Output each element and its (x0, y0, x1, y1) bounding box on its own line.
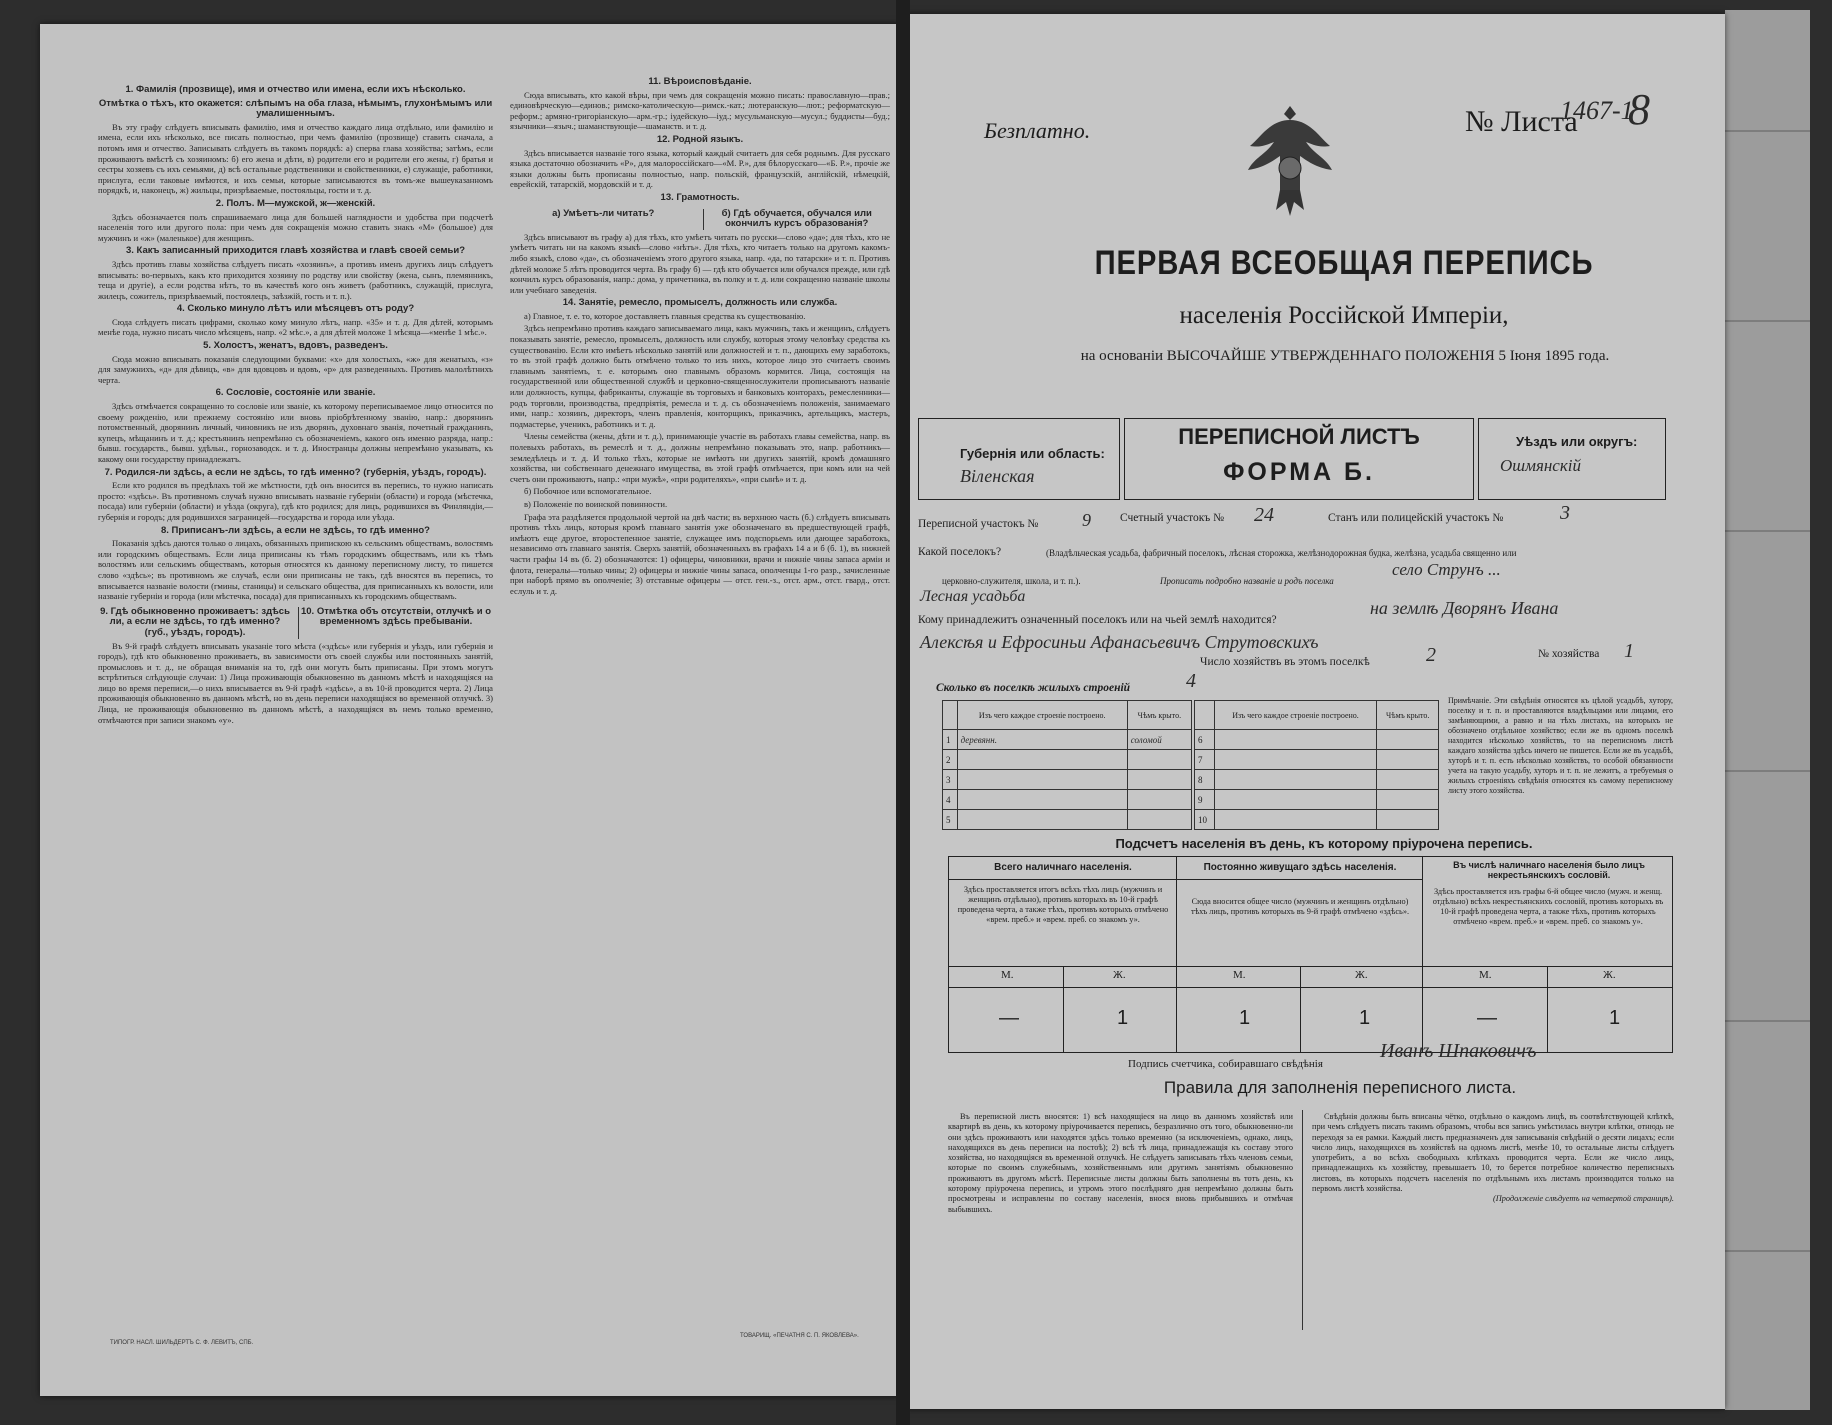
section-4-title: 4. Сколько минуло лѣтъ или мѣсяцевъ отъ роду? (176, 303, 415, 315)
sheet-margin-number: 8 (1628, 85, 1650, 134)
population-text-present: Здѣсь проставляется итогъ всѣхъ тѣхъ лицъ (мужчинъ и женщинъ отдѣльно), противъ которыхъ въ 10-й графѣ проведена черта, а также тѣхъ, противъ которыхъ отмѣчено «врем. преб.» и «врем. преб. со знакомъ у». (957, 885, 1169, 924)
buildings-col-number (943, 701, 958, 730)
sheet-number-value: 1467-1 (1560, 96, 1634, 125)
section-3-title: 3. Какъ записанный приходится главѣ хозяйства и главѣ своей семьи? (125, 245, 466, 257)
household-number-label: № хозяйства (1538, 648, 1600, 660)
section-13a-title: а) Умѣетъ-ли читать? (552, 207, 655, 219)
settlement-value-2: Лесная усадьба (920, 588, 1026, 605)
section-14-body-4: б) Побочное или вспомогательное. (524, 486, 652, 497)
buildings-col-material: Изъ чего каждое строеніе построено. (957, 701, 1127, 730)
rules-left-text: Въ переписной листъ вносятся: 1) всѣ находящіеся на лицо въ данномъ хозяйствѣ или квартирѣ въ день, къ которому пріурочивается перепись, безразлично отъ того, обыкновенно-ли они здѣсь проживаютъ или находятся здѣсь только временно (за исключеніемъ, однако, лицъ, находящихся въ день переписи на постоѣ); 2) всѣ тѣ лица, принадлежащія къ составу этого хозяйства, но находящіяся въ временной отлучкѣ. Не слѣдуетъ записывать тѣхъ членовъ семьи, которые по своимъ служебнымъ, хозяйственнымъ или другимъ занятіямъ обыкновенно проживаютъ въ другомъ мѣстѣ. Переписные листы должны быть заполнены въ тотъ день, къ которому пріурочена перепись, и утромъ этого послѣдняго дня непремѣнно должны быть просмотрены и исправлены по составу населенія, внося вновь прибывшихъ и отмѣчая выбывшихъ. (948, 1112, 1293, 1214)
population-head-non-peasant: Въ числѣ наличнаго населенія было лицъ некрестьянскихъ сословій. (1453, 860, 1645, 880)
rules-divider (1302, 1110, 1303, 1330)
table-row: 6 (1195, 730, 1439, 750)
male-label: М. (1233, 969, 1246, 981)
buildings-col-roof: Чѣмъ крыто. (1377, 701, 1439, 730)
male-label: М. (1001, 969, 1014, 981)
section-7-title: 7. Родился-ли здѣсь, а если не здѣсь, то гдѣ именно? (губернія, уѣздъ, городъ). (104, 466, 487, 478)
rules-continued-note: (Продолженіе слѣдуетъ на четвертой страницѣ). (1492, 1194, 1674, 1204)
settlement-hint-3: Прописать подробно названіе и родъ поселка (1160, 576, 1334, 586)
stan-label: Станъ или полицейскій участокъ № (1328, 512, 1504, 524)
count-section-label: Счетный участокъ № (1120, 512, 1225, 524)
section-10-title: 10. Отмѣтка объ отсутствіи, отлучкѣ и о временномъ здѣсь пребываніи. (298, 607, 493, 639)
free-of-charge-label: Безплатно. (984, 118, 1091, 143)
document-basis: на основаніи ВЫСОЧАЙШЕ УТВЕРЖДЕННАГО ПОЛОЖЕНІЯ 5 Іюня 1895 года. (1080, 348, 1610, 364)
section-7-body: Если кто родился въ предѣлахъ той же мѣстности, гдѣ онъ вносится въ перепись, то нужно написать просто: «здѣсь». Въ противномъ случаѣ нужно вписывать названіе губерніи (области) и города (мѣстечка, посада) или губерніи (области) и уѣзда (округа), гдѣ кто родился; для лицъ, родившихся въ Финляндіи,—губернія и городъ; для родившихся заграницей—государства и города или уѣзда. (98, 480, 493, 522)
non-peasant-female-value: 1 (1609, 1007, 1621, 1029)
table-row: 2 (943, 750, 1192, 770)
instructions-column-b (510, 74, 890, 598)
resident-male-value: 1 (1239, 1007, 1251, 1029)
buildings-table-right (1194, 700, 1439, 830)
population-count-table (948, 856, 1673, 1053)
page-stack-edge (1725, 10, 1810, 1410)
stan-value: 3 (1560, 502, 1570, 524)
rules-right-text: Свѣдѣнія должны быть вписаны чётко, отдѣльно о каждомъ лицѣ, въ соотвѣтствующей клѣткѣ, при чемъ слѣдуетъ писать такимъ образомъ, чтобы вся запись умѣстилась внутри клѣтки, отнюдь не переходя за ея рамки. Каждый листъ предназначенъ для записыванія свѣдѣній о десяти лицахъ; если число лицъ, находящихся въ хозяйствѣ на одномъ листѣ, менѣе 10, то остальные листы слѣдуетъ употребить, а во всѣхъ свободныхъ клѣткахъ проводится черта. Если же число лицъ, принадлежащихъ къ хозяйству, превышаетъ 10, то берется потребное количество переписныхъ листовъ, въ которыхъ подсчетъ населенія по отдѣльнымъ ихъ листамъ производится только на первомъ листѣ хозяйства. (1312, 1112, 1674, 1194)
section-14-body-6: Графа эта раздѣляется продольной чертой на двѣ части; въ верхнюю часть (б.) слѣдуетъ вписывать противъ тѣхъ лицъ, которыя кромѣ главнаго занятія уже обозначенаго въ предшествующей графѣ, имѣютъ еще другое, второстепенное занятіе, служащее имъ подспорьемъ или дающее заработокъ, независимо отъ главнаго занятія. Сверхъ занятій, обозначенныхъ въ графахъ 14 а и б (б. 1), въ нижней части графы 14 въ (б. 2) обозначаются: 1) офицеры, чиновники, врачи и нижніе чины запаса арміи и флота, генералы—только чины; 2) офицеры и нижніе чины запаса, ополченцы 1-го разр., зачисленные при наборѣ прямо въ ополченіе; 3) отставные офицеры — отст. ген.-з., отст. арм., отст. гвард., отст. еслуль и т. д. (510, 511, 890, 596)
printer-imprint-left: ТИПОГР. НАСЛ. ШИЛЬДЕРТЪ С. Ф. ЛЕВИТЪ, СПБ. (110, 1340, 254, 1346)
section-6-title: 6. Сословіе, состояніе или званіе. (215, 387, 376, 399)
non-peasant-male-value: — (1477, 1007, 1497, 1029)
signature-label: Подпись счетчика, собиравшаго свѣдѣнія (1128, 1058, 1323, 1070)
sheet-number-label: № Листа (1465, 105, 1578, 138)
buildings-label: Сколько въ поселкѣ жилыхъ строеній (936, 682, 1131, 694)
book-spine (896, 0, 910, 1425)
section-14-body-1: а) Главное, т. е. то, которое доставляетъ главныя средства къ существованію. (524, 310, 806, 321)
table-row: 3 (943, 770, 1192, 790)
settlement-hint-2: церковно-служителя, школа, и т. п.). (942, 576, 1081, 586)
section-1-subtitle: Отмѣтка о тѣхъ, кто окажется: слѣпымъ на оба глаза, нѣмымъ, глухонѣмымъ или умалишеннымъ. (98, 97, 493, 120)
section-1-title: 1. Фамилія (прозвище), имя и отчество или имена, если ихъ нѣсколько. (125, 84, 466, 95)
rules-column-right (1312, 1112, 1674, 1205)
buildings-col-number (1195, 701, 1215, 730)
section-12-title: 12. Родной языкъ. (656, 133, 744, 145)
district-value: Ошмянскій (1500, 456, 1582, 475)
form-title-2: ФОРМА Б. (1223, 458, 1375, 486)
buildings-note: Примѣчаніе. Эти свѣдѣнія относятся къ цѣлой усадьбѣ, хутору, поселку и т. п. и проставляются владѣльцами или лицами, его замѣняющими, а равно и на тѣхъ листахъ, на которыхъ не обозначено отдѣльное хозяйство; если же въ одномъ поселкѣ находится нѣсколько хозяйствъ, то на переписномъ листѣ каждаго хозяйства здѣсь ничего не пишется. Если же въ усадьбѣ, хуторѣ и т. п. есть нѣсколько хозяйствъ, то особой обязанности учета на такую усадьбу, хуторъ и т. п. не лежитъ, а требуемыя о жилыхъ строеніяхъ свѣдѣнія относятся къ самому переписному листу этого хозяйства. (1448, 696, 1673, 795)
male-label: М. (1479, 969, 1492, 981)
form-title-1: ПЕРЕПИСНОЙ ЛИСТЪ (1178, 424, 1420, 449)
province-value: Віленская (960, 466, 1035, 486)
section-2-body: Здѣсь обозначается полъ спрашиваемаго лица для большей наглядности и удобства при подсчетѣ населенія того или другого пола: при чемъ для сокращенія можно ставить знакъ «М» (большое) для мужчинъ и «ж» (маленькое) для женщинъ. (98, 211, 493, 243)
households-value: 2 (1426, 644, 1436, 666)
province-label: Губернія или область: (960, 446, 1105, 461)
present-female-value: 1 (1117, 1007, 1129, 1029)
buildings-table-left (942, 700, 1192, 830)
section-14-title: 14. Занятіе, ремесло, промыселъ, должность или служба. (562, 297, 838, 309)
imperial-eagle-emblem (1240, 98, 1340, 223)
count-section-value: 24 (1254, 504, 1274, 526)
table-row: 8 (1195, 770, 1439, 790)
settlement-label: Какой поселокъ? (918, 546, 1002, 558)
printer-imprint-right: ТОВАРИЩ. «ПЕЧАТНЯ С. П. ЯКОВЛЕВА». (740, 1333, 859, 1339)
female-label: Ж. (1603, 969, 1616, 981)
section-9-title: 9. Гдѣ обыкновенно проживаетъ: здѣсь ли, а если не здѣсь, то гдѣ именно? (губ., уѣздъ, городъ). (100, 605, 290, 638)
present-male-value: — (999, 1007, 1019, 1029)
buildings-value: 4 (1186, 670, 1196, 692)
table-row: 5 (943, 810, 1192, 830)
section-11-title: 11. Вѣроисповѣданіе. (648, 76, 752, 87)
section-8-body: Показанія здѣсь даются только о лицахъ, обязанныхъ припискою къ сельскимъ обществамъ, волостямъ или городскимъ обществамъ. Если лица приписаны къ тѣмъ городскимъ обществамъ, или къ тѣмъ волостямъ или сельскимъ обществамъ, которыя относятся къ данному переписному листу, то пишется слово «здѣсь»; въ противномъ же случаѣ, если они приписаны не такъ, гдѣ вносятся въ перепись, то вписывается названіе волости (гмины, станицы) и сельскаго общества, для приписанныхъ къ волости, или названіе губерніи и города (или мѣстечка, посада) для приписанныхъ къ городскимъ обществамъ. (98, 538, 493, 602)
section-3-body: Здѣсь противъ главы хозяйства слѣдуетъ писать «хозяинъ», а противъ именъ другихъ лицъ слѣдуетъ вписывать: во-первыхъ, какъ кто приходится хозяину по родству или свойству (жена, сынъ, племянникъ, теща и другіе), а если родства нѣтъ, то въ качествѣ кого онъ живетъ (работникъ, служащій, прислуга, жилецъ, сожитель, призрѣваемый, постоялецъ, заѣзжій, гость и т. п.). (98, 258, 493, 301)
section-1-body: Въ эту графу слѣдуетъ вписывать фамилію, имя и отчество каждаго лица отдѣльно, или фамилію и имена, если ихъ нѣсколько, все писать полностью, при чемъ фамилію (прозвище) ставить сначала, а потомъ имя и отчество. Записывать слѣдуетъ въ такомъ порядкѣ: а) сперва глава хозяйства; затѣмъ, если проживаютъ вмѣстѣ съ хозяиномъ: б) его жена и дѣти, в) родители его и родители его жены, г) братья и сестры хозяевъ съ ихъ семьями, д) всѣ остальные родственники и свойственники, е) служащіе, работники, прислуга, если таковые имѣются, и ихъ семьи, которые записываются въ томъ-же вышеуказанномъ порядкѣ, и, наконецъ, ж) жильцы, призрѣваемые, постояльцы, гости и т. д. (98, 121, 493, 196)
female-label: Ж. (1113, 969, 1126, 981)
section-5-title: 5. Холостъ, женатъ, вдовъ, разведенъ. (203, 340, 388, 352)
section-14-body-5: в) Положеніе по воинской повинности. (524, 498, 668, 509)
section-14-body-2: Здѣсь непремѣнно противъ каждаго записываемаго лица, какъ мужчинъ, такъ и женщинъ, слѣдуетъ показывать занятіе, ремесло, промыселъ, должность или службу, которыя этому человѣку средства къ существованію. Если кто имѣетъ нѣсколько занятій или должностей и т. п., дающихъ ему заработокъ, то въ этой графѣ должно быть отмѣчено только то изъ нихъ, которое лицо это считаетъ своимъ главнымъ занятіемъ, т. е. которымъ оно главнымъ образомъ кормится. Лица, состоящія на государственной или общественной службѣ и церковно-священнослужители прописываютъ названіе или должность, купцы, фабриканты, служащіе въ торговыхъ и банковыхъ конторахъ, ремесленники—родъ торговли, производства, предпріятія, ремесла и т. д. съ обозначеніемъ положенія, занимаемаго ими, напр.: хозяинъ, директоръ, членъ правленія, конторщикъ, приказчикъ, артельщикъ, мастеръ, подмастерье, ученикъ, работникъ и т. д. (510, 323, 890, 429)
district-label: Уѣздъ или округъ: (1516, 434, 1638, 449)
settlement-value: село Струнъ ... (1392, 560, 1501, 579)
table-row: 4 (943, 790, 1192, 810)
population-text-resident: Сюда вносится общее число (мужчинъ и женщинъ отдѣльно) тѣхъ лицъ, противъ которыхъ въ 9-й графѣ отмѣчено «здѣсь». (1190, 897, 1410, 916)
rules-column-left (948, 1112, 1293, 1215)
table-row: 10 (1195, 810, 1439, 830)
buildings-col-material: Изъ чего каждое строеніе построено. (1214, 701, 1377, 730)
section-11-body: Сюда вписывать, кто какой вѣры, при чемъ для сокращенія можно писать: православную—прав.; единовѣрческую—единов.; римско-католическую—римск.-кат.; лютеранскую—лют.; реформатскую—реформ.; армяно-григоріанскую—арм.-гр.; іудейскую—іуд.; мусульманскую—мусул.; буддисты—буд.; язычники—языч.; шаманствующіе—шаманств. и т. д. (510, 89, 890, 132)
owner-value: на землѣ Дворянъ Ивана (1370, 598, 1559, 618)
population-head-present: Всего наличнаго населенія. (994, 862, 1132, 873)
census-section-label: Переписной участокъ № (918, 518, 1039, 530)
section-5-body: Сюда можно вписывать показанія следующими буквами: «х» для холостыхъ, «ж» для женатыхъ, «з» для замужнихъ, «д» для дѣвицъ, «в» для вдовцовъ и вдовъ, «р» для разведенныхъ. Противъ малолѣтнихъ черта. (98, 353, 493, 385)
owner-value-2: Алексѣя и Ефросиньи Афанасьевичъ Струтовскихъ (920, 632, 1319, 652)
census-section-value: 9 (1082, 510, 1091, 530)
table-row: 9 (1195, 790, 1439, 810)
document-subtitle: населенія Россійской Имперіи, (1179, 302, 1509, 329)
section-13-body: Здѣсь вписывают въ графу а) для тѣхъ, кто умѣетъ читать по русски—слово «да»; для тѣхъ, кто не умѣетъ читать ни на какомъ языкѣ—слово «нѣтъ». Для тѣхъ, кто читаетъ только на другомъ какомъ-либо языкѣ, слово «да», съ обозначеніемъ этого другого языка, напр. «да, по татарски» и т. п. Противъ дѣтей моложе 5 лѣтъ проводится черта. Въ графу б) — гдѣ кто обучается или обучался прежде, или гдѣ кончилъ курсъ образованія, напр.: дома, у причетника, въ полку и т. д. или сокращенно названіе школы или учебнаго заведенія. (510, 231, 890, 295)
population-text-non-peasant: Здѣсь проставляется изъ графы 6-й общее число (мужч. и женщ. отдѣльно) всѣхъ некрестьянскихъ сословій, противъ которыхъ въ 10-й графѣ проведена черта, а также тѣхъ, противъ которыхъ отмѣчено «врем. преб.» и «врем. преб. со знакомъ у». (1432, 887, 1664, 926)
section-13-title: 13. Грамотность. (660, 191, 740, 203)
section-2-title: 2. Полъ. М—мужской, ж—женскій. (215, 197, 376, 209)
settlement-hint: (Владѣльческая усадьба, фабричный поселокъ, лѣсная сторожка, желѣзнодорожная будка, желѣзна, усадьба священно или (1046, 548, 1517, 558)
population-count-title: Подсчетъ населенія въ день, къ которому пріурочена перепись. (1115, 836, 1533, 851)
resident-female-value: 1 (1359, 1007, 1371, 1029)
female-label: Ж. (1355, 969, 1368, 981)
section-8-title: 8. Приписанъ-ли здѣсь, а если не здѣсь, то гдѣ именно? (161, 524, 430, 536)
buildings-col-roof: Чѣмъ крыто. (1127, 701, 1191, 730)
table-row: 1 деревянн. соломой (943, 730, 1192, 750)
section-14-body-3: Члены семейства (жены, дѣти и т. д.), принимающіе участіе въ работахъ главы семейства, напр. въ полевыхъ работахъ, въ ремеслѣ и т. д., должны непремѣнно показывать это, напр. работникъ—земледѣлецъ и т. д. И только тѣхъ, которые не имѣютъ ни другихъ занятій, кромѣ домашняго хозяйства, ни собственнаго денежнаго имущества, въ этой графѣ отмѣчается, при комъ или на чей счетъ они проживаютъ, напр.: «при мужѣ», «при родителяхъ», «при сынѣ» и т. д. (510, 431, 890, 484)
signature-value: Иванъ Шпаковичъ (1380, 1040, 1537, 1062)
section-6-body: Здѣсь отмѣчается сокращенно то сословіе или званіе, къ которому переписываемое лицо относится по своему рожденію, или прежнему состоянію или вновь пріобрѣтенному званію, напр.: дворянинъ потомственный, дворянинъ личный, чиновникъ не изъ дворянъ, духовнаго званія, почетный гражданинъ, купецъ, мѣщанинъ и т. д.; крестьянинъ непремѣнно съ обозначеніемъ, какого онъ именно разряда, напр.: бывш. государств., бывш. удѣльн., горнозаводск. и т. д. Иностранцы должны непремѣнно указывать, къ какому они государству принадлежатъ. (98, 401, 493, 464)
table-row: 7 (1195, 750, 1439, 770)
households-label: Число хозяйствъ въ этомъ поселкѣ (1200, 656, 1370, 668)
section-4-body: Сюда слѣдуетъ писать цифрами, сколько кому минуло лѣтъ, напр. «35» и т. д. Для дѣтей, которымъ менѣе года, нужно писать число мѣсяцевъ, напр. «2 мѣс.», а для дѣтей моложе 1 мѣсяца—«менѣе 1 мѣс.». (98, 316, 493, 338)
household-number-value: 1 (1624, 640, 1634, 662)
rules-title: Правила для заполненія переписного листа. (1163, 1078, 1517, 1097)
instructions-column-a (98, 82, 493, 727)
population-head-resident: Постоянно живущаго здѣсь населенія. (1203, 862, 1397, 873)
section-13b-title: б) Гдѣ обучается, обучался или окончилъ курсъ образованія? (703, 209, 891, 230)
owner-label: Кому принадлежитъ означенный поселокъ или на чьей землѣ находится? (918, 614, 1277, 626)
document-title: ПЕРВАЯ ВСЕОБЩАЯ ПЕРЕПИСЬ (1094, 244, 1594, 282)
section-9-body: Въ 9-й графѣ слѣдуетъ вписывать указаніе того мѣста («здѣсь» или губернія и уѣздъ, или губернія и городъ), гдѣ кто обыкновенно проживаетъ, въ зависимости отъ своей службы или постоянныхъ занятій, промысловъ и т. д., не обращая вниманія на то, гдѣ они могутъ быть приписаны. При этомъ могутъ встрѣтиться слѣдующіе случаи: 1) Лица проживающія обыкновенно въ данномъ мѣстѣ и находящіяся на лицо во время переписи,—о нихъ вписывается въ 9-й графѣ «здѣсь», а въ 10-й проводится черта. 2) Лица проживающія обыкновенно въ данномъ мѣстѣ, но въ день переписи находящіяся во временной отлучкѣ. 3) Лица, не проживающія обыкновенно въ данномъ мѣстѣ, а находящіяся въ немъ только временно, отмѣчаются при записи знакомъ «у». (98, 640, 493, 725)
section-12-body: Здѣсь вписывается названіе того языка, который каждый считаетъ для себя роднымъ. Для русскаго языка достаточно обозначить «Р», для малороссійскаго—«М. Р.», для бѣлорусскаго—«Б. Р.», прочіе же языки должны быть прописаны полностью, напр. польскій, французскій, англійскій, нѣмецкій, еврейскій, татарскій, мордовскій и т. д. (510, 147, 890, 190)
